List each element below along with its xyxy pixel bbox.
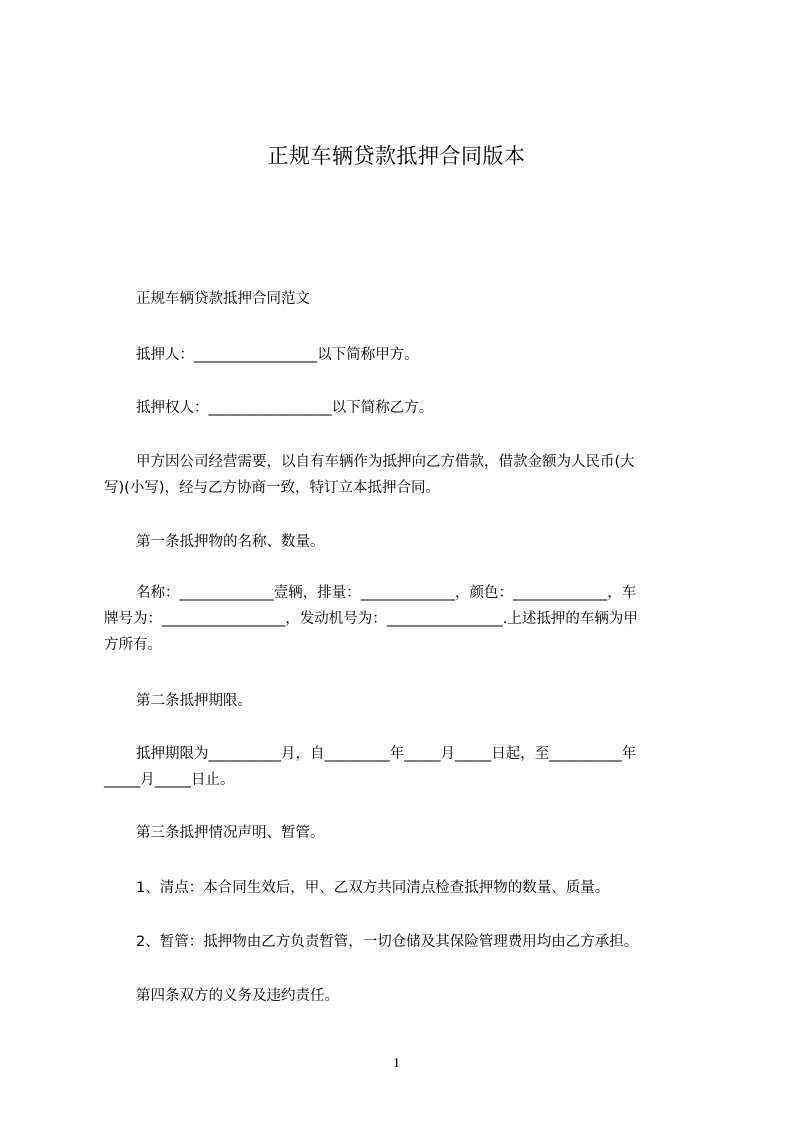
article-1-heading: 第一条抵押物的名称、数量。: [136, 534, 325, 550]
article-1-line: 方所有。: [104, 637, 162, 653]
article-3-heading: 第三条抵押情况声明、暂管。: [136, 825, 325, 841]
page-number: 1: [393, 1056, 400, 1071]
article-2-heading: 第二条抵押期限。: [136, 693, 252, 709]
mortgagor-line: 抵押人：_________________以下简称甲方。: [136, 347, 419, 363]
article-2-paragraph: [104, 741, 702, 793]
article-2-line: 抵押期限为__________月，自_________年_____月_____日起，至__________年: [136, 746, 637, 762]
article-2-line: _____月_____日止。: [104, 772, 235, 788]
article-1-paragraph: [104, 580, 702, 658]
document-subtitle: 正规车辆贷款抵押合同范文: [136, 291, 310, 307]
intro-line: 写)(小写)，经与乙方协商一致，特订立本抵押合同。: [104, 480, 440, 496]
document-title: 正规车辆贷款抵押合同版本: [267, 144, 526, 168]
article-1-line: 名称：_____________壹辆，排量：_____________，颜色：_____________，车: [136, 585, 637, 601]
intro-paragraph: [104, 449, 702, 501]
article-3-item-1: 1、清点：本合同生效后，甲、乙双方共同清点检查抵押物的数量、质量。: [136, 880, 610, 896]
article-1-line: 牌号为：_________________，发动机号为：________________.上述抵押的车辆为甲: [104, 611, 638, 627]
mortgagee-line: 抵押权人：_________________以下简称乙方。: [136, 400, 434, 416]
article-3-item-2: 2、暂管：抵押物由乙方负责暂管，一切仓储及其保险管理费用均由乙方承担。: [136, 934, 639, 950]
article-4-heading: 第四条双方的义务及违约责任。: [136, 988, 339, 1004]
intro-line: 甲方因公司经营需要，以自有车辆作为抵押向乙方借款，借款金额为人民币(大: [136, 454, 635, 470]
